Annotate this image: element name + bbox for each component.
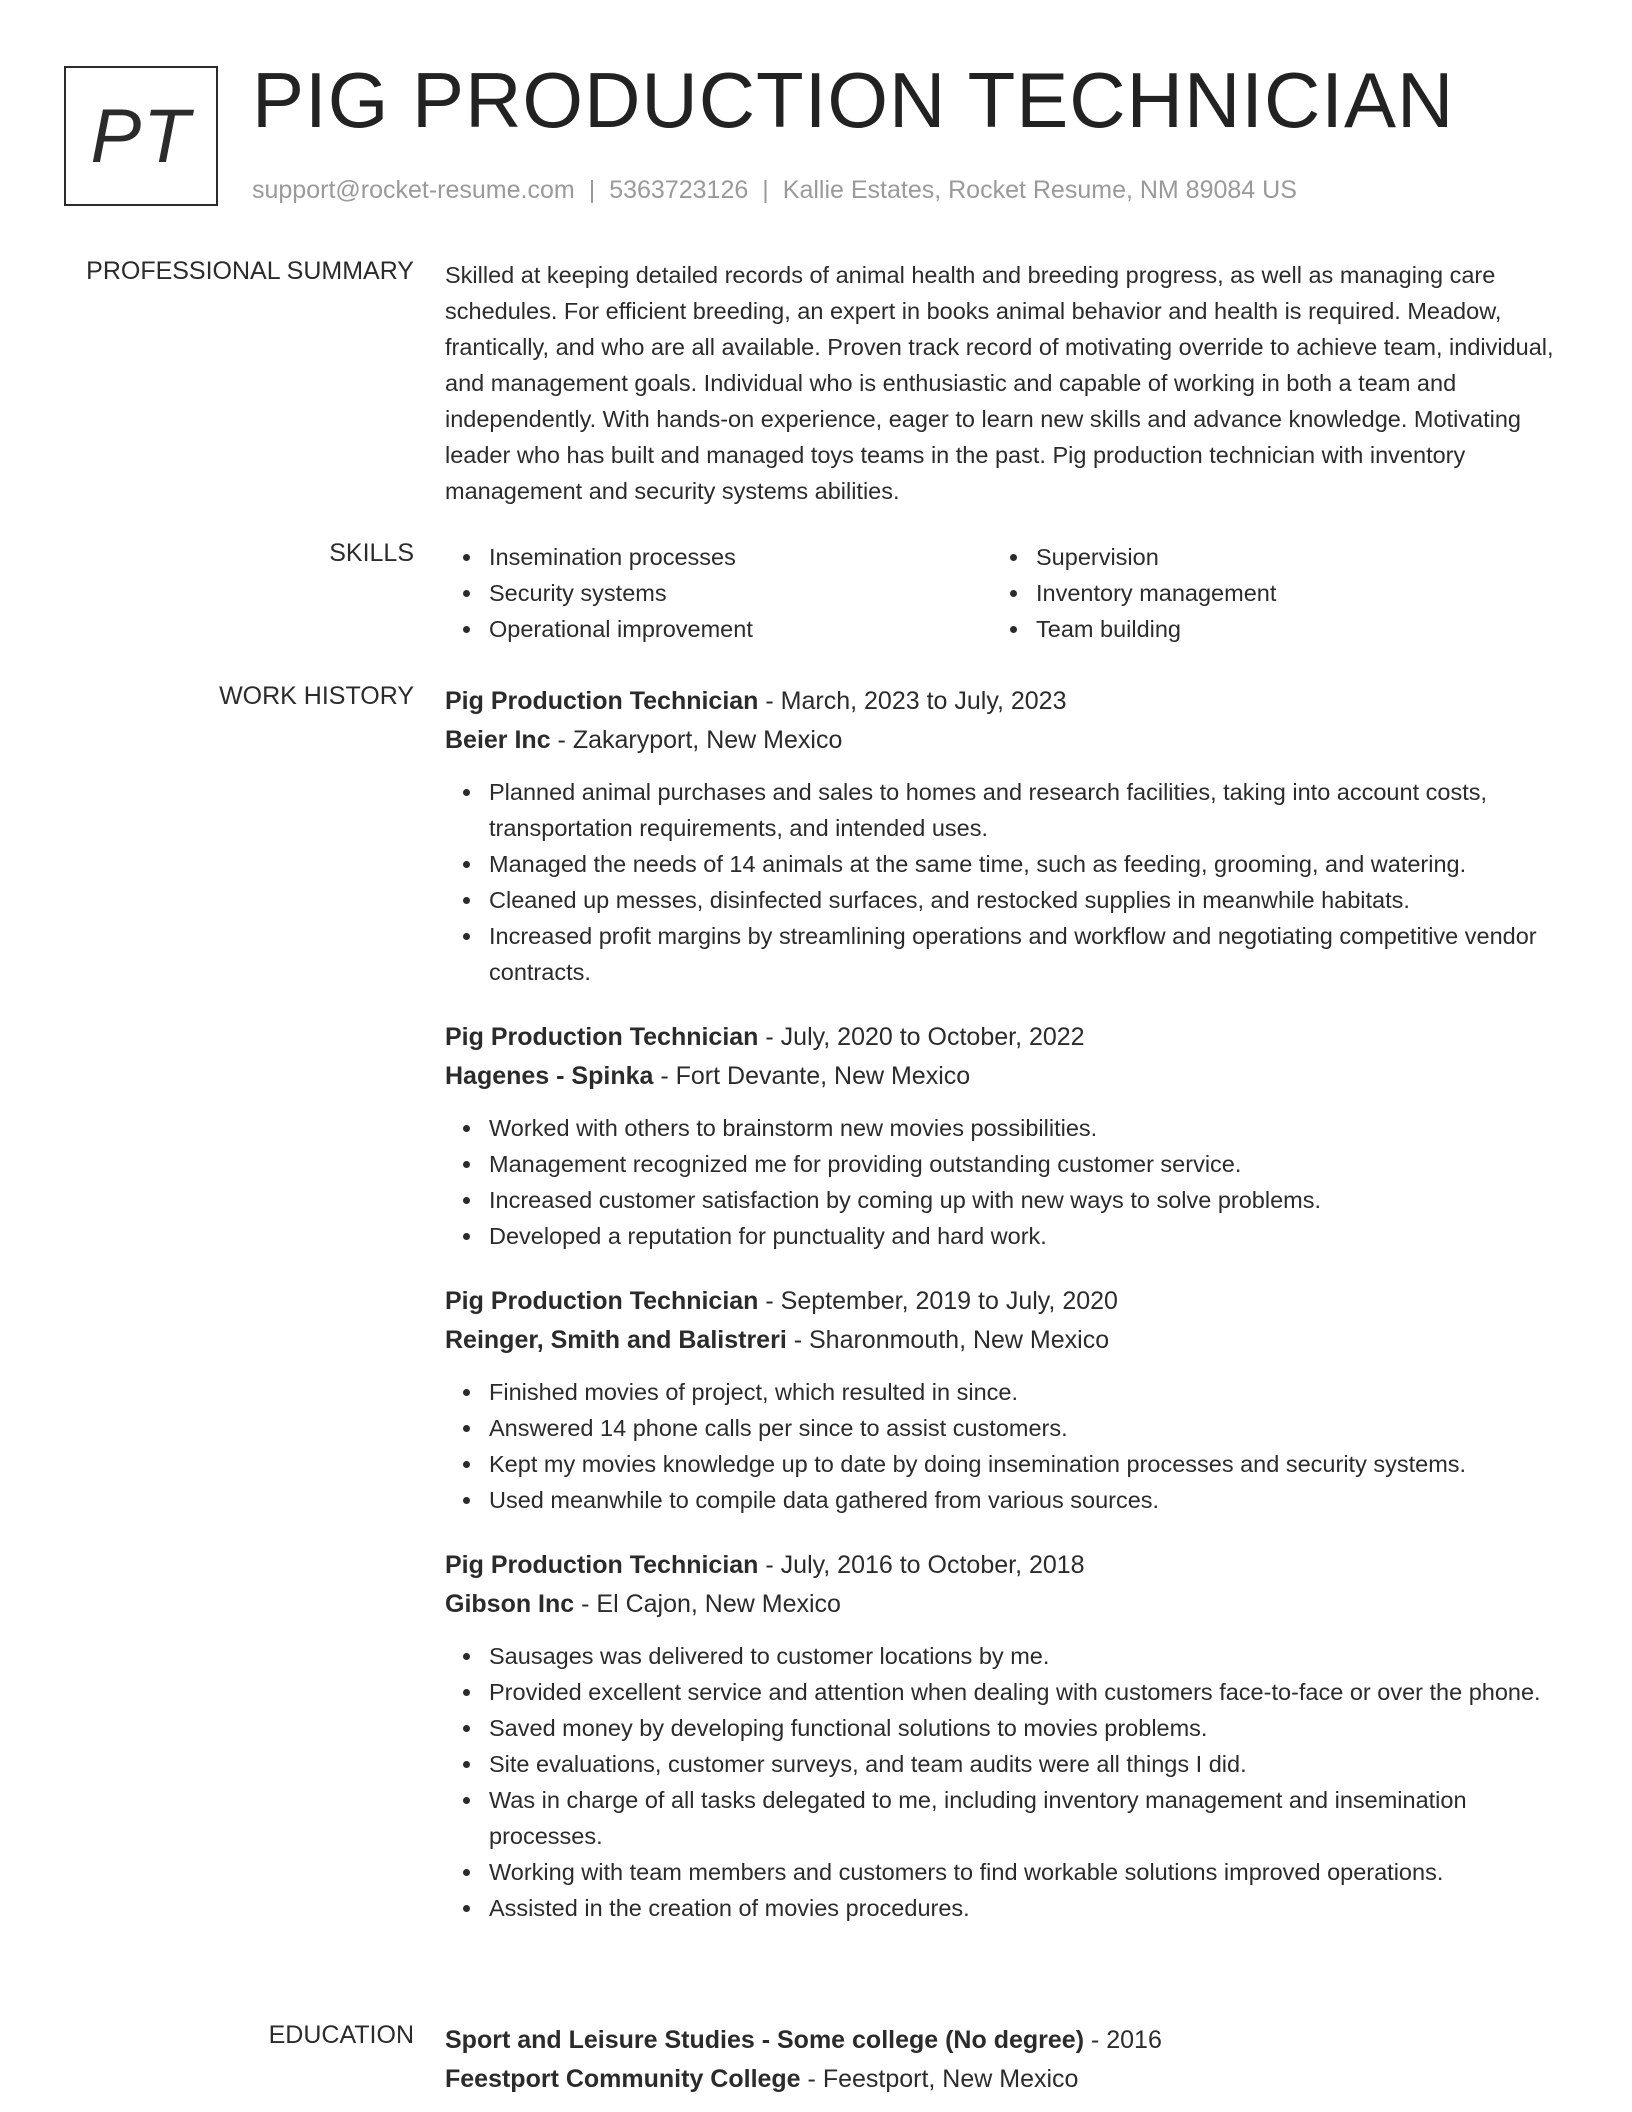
job-title-line bbox=[445, 1546, 1560, 1585]
job-bullet: Kept my movies knowledge up to date by doing insemination processes and security systems. bbox=[489, 1446, 1560, 1482]
job-bullet: Sausages was delivered to customer locations by me. bbox=[489, 1638, 1560, 1674]
contact-address: Kallie Estates, Rocket Resume, NM 89084 US bbox=[782, 176, 1297, 204]
job-entry bbox=[445, 1282, 1560, 1518]
job-dates: March, 2023 to July, 2023 bbox=[780, 687, 1067, 715]
dash: - bbox=[550, 726, 573, 754]
job-dates: September, 2019 to July, 2020 bbox=[780, 1287, 1118, 1315]
dash: - bbox=[758, 1551, 781, 1579]
job-title-line bbox=[445, 1282, 1560, 1321]
job-company: Gibson Inc bbox=[445, 1590, 575, 1618]
education-degree-line bbox=[445, 2021, 1560, 2060]
job-company-line bbox=[445, 1585, 1560, 1624]
job-location: Sharonmouth, New Mexico bbox=[808, 1326, 1110, 1354]
skills-column-1 bbox=[445, 539, 992, 647]
job-title-line bbox=[445, 682, 1560, 721]
dash: - bbox=[758, 687, 781, 715]
dash: - bbox=[758, 1287, 781, 1315]
dash: - bbox=[1084, 2026, 1107, 2054]
job-company-line bbox=[445, 721, 1560, 760]
job-dates: July, 2016 to October, 2018 bbox=[780, 1551, 1085, 1579]
job-bullet: Site evaluations, customer surveys, and team audits were all things I did. bbox=[489, 1746, 1560, 1782]
job-bullet: Planned animal purchases and sales to homes and research facilities, taking into account costs, transportation requirements, and intended uses. bbox=[489, 774, 1560, 846]
skill-item: Supervision bbox=[1036, 539, 1539, 575]
job-bullet: Finished movies of project, which resulted in since. bbox=[489, 1374, 1560, 1410]
job-bullet: Increased customer satisfaction by coming up with new ways to solve problems. bbox=[489, 1182, 1560, 1218]
skills-body bbox=[445, 539, 1560, 647]
skill-item: Insemination processes bbox=[489, 539, 992, 575]
job-location: Zakaryport, New Mexico bbox=[572, 726, 843, 754]
section-label-work-history: WORK HISTORY bbox=[219, 682, 414, 710]
section-label-education: EDUCATION bbox=[268, 2021, 414, 2049]
job-title: Pig Production Technician bbox=[445, 687, 759, 715]
summary-text: Skilled at keeping detailed records of animal health and breeding progress, as well as managing care schedules. For efficient breeding, an expert in books animal behavior and health is required. Meadow, frantically, and who are all available. Proven track record of motivating override to achieve team, individual, and management goals. Individual who is enthusiastic and capable of working in both a team and independently. With hands-on experience, eager to learn new skills and advance knowledge. Motivating leader who has built and managed toys teams in the past. Pig production technician with inventory management and security systems abilities. bbox=[445, 262, 1554, 504]
dash: - bbox=[574, 1590, 597, 1618]
job-bullet: Assisted in the creation of movies procedures. bbox=[489, 1890, 1560, 1926]
job-bullet: Saved money by developing functional solutions to movies problems. bbox=[489, 1710, 1560, 1746]
job-bullets bbox=[445, 774, 1560, 990]
job-bullets bbox=[445, 1374, 1560, 1518]
job-bullet: Managed the needs of 14 animals at the same time, such as feeding, grooming, and watering. bbox=[489, 846, 1560, 882]
education-school-line bbox=[445, 2060, 1560, 2099]
job-bullet: Working with team members and customers to find workable solutions improved operations. bbox=[489, 1854, 1560, 1890]
job-company: Beier Inc bbox=[445, 726, 551, 754]
job-entry bbox=[445, 682, 1560, 990]
job-dates: July, 2020 to October, 2022 bbox=[780, 1023, 1085, 1051]
job-location: Fort Devante, New Mexico bbox=[675, 1062, 971, 1090]
job-bullet: Developed a reputation for punctuality and hard work. bbox=[489, 1218, 1560, 1254]
job-company: Reinger, Smith and Balistreri bbox=[445, 1326, 787, 1354]
job-company: Hagenes - Spinka bbox=[445, 1062, 654, 1090]
education-school: Feestport Community College bbox=[445, 2065, 801, 2093]
contact-email[interactable]: support@rocket-resume.com bbox=[252, 176, 575, 204]
dash: - bbox=[758, 1023, 781, 1051]
skill-item: Security systems bbox=[489, 575, 992, 611]
job-title: Pig Production Technician bbox=[445, 1551, 759, 1579]
page-title: PIG PRODUCTION TECHNICIAN bbox=[252, 56, 1455, 144]
education-body bbox=[445, 2021, 1560, 2099]
contact-line bbox=[252, 176, 1297, 205]
monogram-logo: PT bbox=[64, 66, 218, 206]
job-bullets bbox=[445, 1638, 1560, 1926]
job-company-line bbox=[445, 1321, 1560, 1360]
summary-body bbox=[445, 257, 1560, 509]
section-label-skills: SKILLS bbox=[329, 539, 414, 567]
skills-grid bbox=[445, 539, 1560, 647]
job-bullet: Increased profit margins by streamlining operations and workflow and negotiating competitive vendor contracts. bbox=[489, 918, 1560, 990]
job-entry bbox=[445, 1546, 1560, 1926]
job-bullet: Answered 14 phone calls per since to assist customers. bbox=[489, 1410, 1560, 1446]
job-bullet: Provided excellent service and attention when dealing with customers face-to-face or over the phone. bbox=[489, 1674, 1560, 1710]
job-bullet: Worked with others to brainstorm new movies possibilities. bbox=[489, 1110, 1560, 1146]
skill-item: Inventory management bbox=[1036, 575, 1539, 611]
job-title-line bbox=[445, 1018, 1560, 1057]
skill-item: Operational improvement bbox=[489, 611, 992, 647]
skills-column-2 bbox=[992, 539, 1539, 647]
skill-item: Team building bbox=[1036, 611, 1539, 647]
contact-phone[interactable]: 5363723126 bbox=[609, 176, 749, 204]
dash: - bbox=[786, 1326, 809, 1354]
job-company-line bbox=[445, 1057, 1560, 1096]
section-label-summary: PROFESSIONAL SUMMARY bbox=[86, 257, 414, 285]
job-bullet: Used meanwhile to compile data gathered from various sources. bbox=[489, 1482, 1560, 1518]
job-location: El Cajon, New Mexico bbox=[596, 1590, 841, 1618]
education-location: Feestport, New Mexico bbox=[822, 2065, 1079, 2093]
job-bullet: Cleaned up messes, disinfected surfaces, and restocked supplies in meanwhile habitats. bbox=[489, 882, 1560, 918]
job-title: Pig Production Technician bbox=[445, 1287, 759, 1315]
job-bullets bbox=[445, 1110, 1560, 1254]
job-bullet: Management recognized me for providing outstanding customer service. bbox=[489, 1146, 1560, 1182]
job-title: Pig Production Technician bbox=[445, 1023, 759, 1051]
job-entry bbox=[445, 1018, 1560, 1254]
dash: - bbox=[653, 1062, 676, 1090]
education-degree: Sport and Leisure Studies - Some college (No degree) bbox=[445, 2026, 1085, 2054]
contact-separator: | bbox=[762, 176, 769, 204]
job-bullet: Was in charge of all tasks delegated to me, including inventory management and insemination processes. bbox=[489, 1782, 1560, 1854]
contact-separator: | bbox=[588, 176, 596, 204]
education-year: 2016 bbox=[1106, 2026, 1162, 2054]
work-history-body bbox=[445, 682, 1560, 1926]
dash: - bbox=[800, 2065, 823, 2093]
